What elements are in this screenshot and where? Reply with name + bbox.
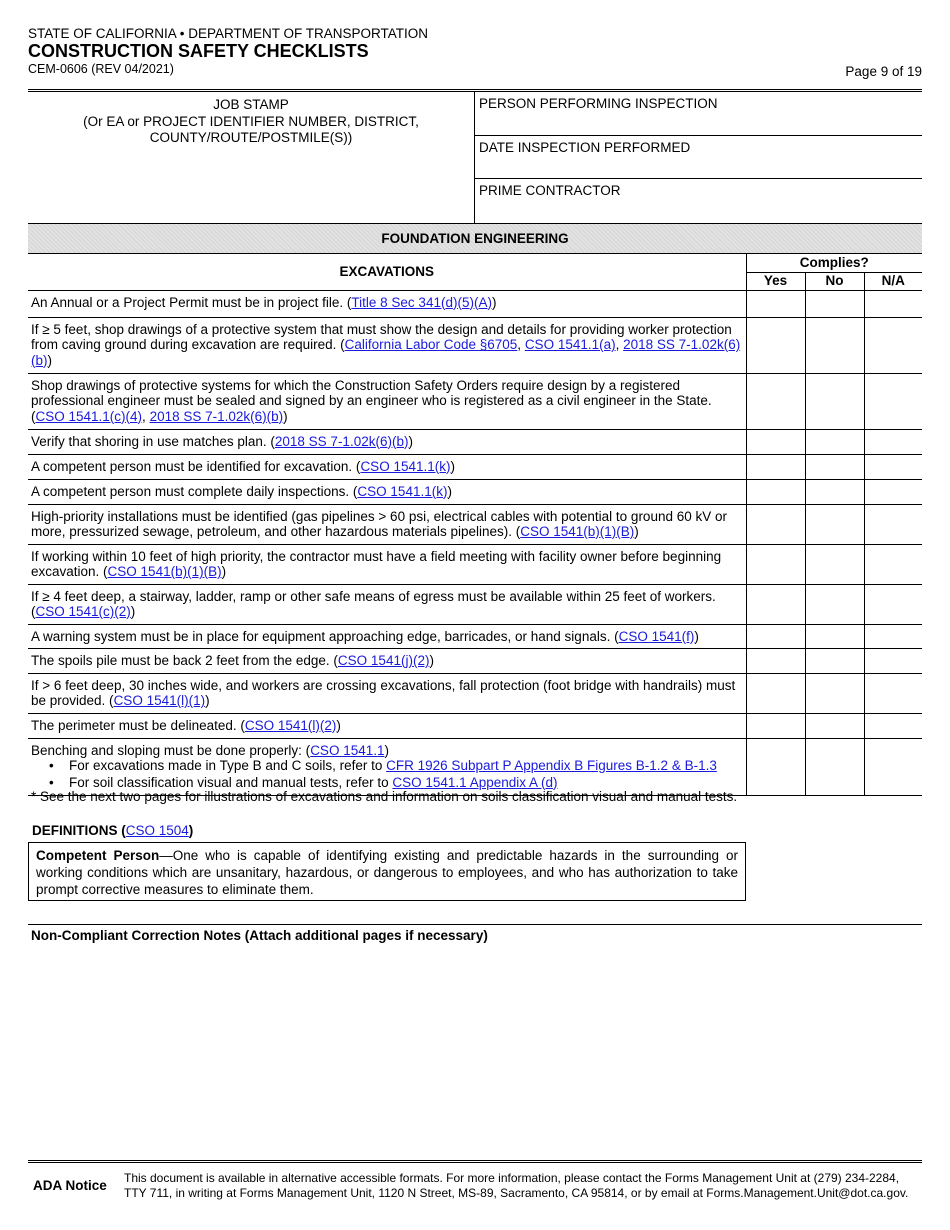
- agency-name: STATE OF CALIFORNIA • DEPARTMENT OF TRANSPORTATION: [28, 26, 429, 41]
- requirement-text: High-priority installations must be identified (gas pipelines > 60 psi, electrical cables with potential to ground 60 kV or more, pressurized sewage, petroleum, and other hazardous materials pipelines). (CSO 1541(b)(1)(B)): [28, 504, 746, 544]
- page-number: Page 9 of 19: [845, 64, 922, 79]
- yes-column-heading: Yes: [746, 272, 805, 290]
- yes-checkbox[interactable]: [746, 317, 805, 373]
- date-inspection-performed-field[interactable]: DATE INSPECTION PERFORMED: [475, 136, 922, 180]
- requirement-text: The perimeter must be delineated. (CSO 1541(l)(2)): [28, 713, 746, 738]
- no-checkbox[interactable]: [805, 584, 864, 624]
- yes-checkbox[interactable]: [746, 504, 805, 544]
- regulation-link[interactable]: CSO 1541(f): [618, 628, 695, 644]
- regulation-link[interactable]: CSO 1541(l)(1): [113, 693, 206, 708]
- regulation-link[interactable]: 2018 SS 7-1.02k(6)(b): [274, 433, 409, 449]
- requirement-text: A warning system must be in place for equipment approaching edge, barricades, or hand signals. (CSO 1541(f)): [28, 624, 746, 649]
- na-checkbox[interactable]: [864, 317, 922, 373]
- regulation-link[interactable]: Title 8 Sec 341(d)(5)(A): [351, 294, 492, 310]
- table-row: [28, 624, 922, 649]
- requirement-text: If working within 10 feet of high priority, the contractor must have a field meeting with facility owner before beginning excavation. (CSO 1541(b)(1)(B)): [28, 544, 746, 584]
- no-checkbox[interactable]: [805, 738, 864, 796]
- list-item: • For excavations made in Type B and C soils, refer to CFR 1926 Subpart P Appendix B Figures B-1.2 & B-1.3: [31, 758, 743, 775]
- excavations-heading: EXCAVATIONS: [28, 254, 746, 290]
- na-checkbox[interactable]: [864, 290, 922, 317]
- requirement-text: Verify that shoring in use matches plan. (2018 SS 7-1.02k(6)(b)): [28, 429, 746, 454]
- na-checkbox[interactable]: [864, 624, 922, 649]
- no-column-heading: No: [805, 272, 864, 290]
- requirement-text: Shop drawings of protective systems for which the Construction Safety Orders require design by a registered professional engineer must be sealed and signed by an engineer who is registered as a civil engineer in the State. (CSO 1541.1(c)(4), 2018 SS 7-1.02k(6)(b)): [28, 373, 746, 429]
- yes-checkbox[interactable]: [746, 584, 805, 624]
- table-row: [28, 738, 922, 796]
- no-checkbox[interactable]: [805, 317, 864, 373]
- regulation-link[interactable]: CSO 1541.1(a): [524, 337, 616, 352]
- requirement-text: If ≥ 5 feet, shop drawings of a protective system that must show the design and details for providing worker protection from caving ground during excavation are required. (California Labor Code §6705, CSO 1541.1(a), 2018 SS 7-1.02k(6)(b)): [28, 317, 746, 373]
- regulation-link[interactable]: CSO 1541(c)(2): [35, 604, 131, 619]
- definitions-title: DEFINITIONS (CSO 1504): [32, 823, 194, 838]
- job-stamp-sublabel-1: (Or EA or PROJECT IDENTIFIER NUMBER, DISTRICT,: [83, 113, 419, 129]
- definition-term: Competent Person: [36, 848, 160, 863]
- definition-text: —One who is capable of identifying existing and predictable hazards in the surrounding or working conditions which are unsanitary, hazardous, or dangerous to employees, and who has authorization to take prompt corrective measures to eliminate them.: [36, 848, 738, 897]
- table-row: [28, 649, 922, 674]
- list-item: • For soil classification visual and manual tests, refer to CSO 1541.1 Appendix A (d): [31, 775, 743, 792]
- complies-heading: Complies?: [746, 254, 922, 272]
- table-row: [28, 673, 922, 713]
- regulation-link[interactable]: CSO 1541.1(k): [357, 483, 448, 499]
- no-checkbox[interactable]: [805, 479, 864, 504]
- footnote: * See the next two pages for illustrations of excavations and information on soils classification visual and manual tests.: [31, 789, 738, 804]
- na-checkbox[interactable]: [864, 504, 922, 544]
- table-row: [28, 713, 922, 738]
- definitions-box: [28, 842, 746, 901]
- na-checkbox[interactable]: [864, 373, 922, 429]
- ada-notice-text: This document is available in alternative accessible formats. For more information, please contact the Forms Management Unit at (279) 234-2284, TTY 711, in writing at Forms Management Unit, 1120 N Street, MS-89, Sacramento, CA 95814, or by email at Forms.Management.Unit@dot.ca.gov.: [124, 1171, 909, 1200]
- job-stamp-sublabel-2: COUNTY/ROUTE/POSTMILE(S)): [149, 130, 353, 145]
- regulation-link[interactable]: CFR 1926 Subpart P Appendix B Figures B-1.2 & B-1.3: [386, 758, 717, 773]
- regulation-link[interactable]: CSO 1541(l)(2): [244, 717, 337, 733]
- table-row: [28, 504, 922, 544]
- table-row: [28, 454, 922, 479]
- yes-checkbox[interactable]: [746, 544, 805, 584]
- regulation-link[interactable]: CSO 1541.1(c)(4): [35, 408, 143, 424]
- document-title: CONSTRUCTION SAFETY CHECKLISTS: [28, 41, 369, 61]
- no-checkbox[interactable]: [805, 373, 864, 429]
- regulation-link[interactable]: CSO 1504: [125, 823, 189, 838]
- benching-references: [31, 758, 743, 791]
- regulation-link[interactable]: CSO 1541.1(k): [360, 458, 451, 474]
- regulation-link[interactable]: 2018 SS 7-1.02k(6)(b): [31, 337, 741, 368]
- regulation-link[interactable]: CSO 1541(j)(2): [337, 653, 430, 668]
- yes-checkbox[interactable]: [746, 738, 805, 796]
- table-row: [28, 373, 922, 429]
- inspection-fields: [475, 92, 922, 223]
- yes-checkbox[interactable]: [746, 649, 805, 674]
- ada-notice-label: ADA Notice: [33, 1178, 107, 1193]
- table-row: [28, 317, 922, 373]
- na-checkbox[interactable]: [864, 454, 922, 479]
- divider: [28, 924, 922, 925]
- no-checkbox[interactable]: [805, 713, 864, 738]
- no-checkbox[interactable]: [805, 429, 864, 454]
- table-row: [28, 429, 922, 454]
- regulation-link[interactable]: California Labor Code §6705: [344, 337, 518, 352]
- na-checkbox[interactable]: [864, 429, 922, 454]
- prime-contractor-field[interactable]: PRIME CONTRACTOR: [479, 183, 621, 199]
- yes-checkbox[interactable]: [746, 624, 805, 649]
- table-row: [28, 584, 922, 624]
- no-checkbox[interactable]: [805, 544, 864, 584]
- excavations-checklist: [28, 254, 922, 796]
- requirement-text: A competent person must be identified for excavation. (CSO 1541.1(k)): [28, 454, 746, 479]
- page-header: [28, 26, 922, 77]
- requirement-text: An Annual or a Project Permit must be in project file. (Title 8 Sec 341(d)(5)(A)): [28, 290, 746, 317]
- no-checkbox[interactable]: [805, 290, 864, 317]
- no-checkbox[interactable]: [805, 624, 864, 649]
- regulation-link[interactable]: CSO 1541(b)(1)(B): [520, 524, 635, 539]
- form-number: CEM-0606 (REV 04/2021): [28, 62, 174, 76]
- requirement-text: If ≥ 4 feet deep, a stairway, ladder, ramp or other safe means of egress must be available within 25 feet of workers. (CSO 1541(c)(2)): [28, 584, 746, 624]
- job-stamp-block: [28, 89, 922, 224]
- regulation-link[interactable]: 2018 SS 7-1.02k(6)(b): [149, 408, 284, 424]
- regulation-link[interactable]: CSO 1541.1 Appendix A (d): [392, 774, 558, 790]
- requirement-text: The spoils pile must be back 2 feet from the edge. (CSO 1541(j)(2)): [28, 649, 746, 674]
- na-column-heading: N/A: [864, 272, 922, 290]
- requirement-text: If > 6 feet deep, 30 inches wide, and workers are crossing excavations, fall protection (foot bridge with handrails) must be provided. (CSO 1541(l)(1)): [28, 673, 746, 713]
- table-row: [28, 479, 922, 504]
- na-checkbox[interactable]: [864, 673, 922, 713]
- na-checkbox[interactable]: [864, 584, 922, 624]
- yes-checkbox[interactable]: [746, 290, 805, 317]
- requirement-text: A competent person must complete daily inspections. (CSO 1541.1(k)): [28, 479, 746, 504]
- na-checkbox[interactable]: [864, 649, 922, 674]
- yes-checkbox[interactable]: [746, 454, 805, 479]
- section-title: FOUNDATION ENGINEERING: [28, 224, 922, 254]
- no-checkbox[interactable]: [805, 673, 864, 713]
- na-checkbox[interactable]: [864, 544, 922, 584]
- person-performing-inspection-field[interactable]: PERSON PERFORMING INSPECTION: [475, 92, 922, 136]
- no-checkbox[interactable]: [805, 649, 864, 674]
- na-checkbox[interactable]: [864, 479, 922, 504]
- yes-checkbox[interactable]: [746, 479, 805, 504]
- na-checkbox[interactable]: [864, 713, 922, 738]
- yes-checkbox[interactable]: [746, 673, 805, 713]
- correction-notes-title: Non-Compliant Correction Notes (Attach additional pages if necessary): [31, 928, 488, 943]
- regulation-link[interactable]: CSO 1541.1: [310, 742, 385, 758]
- regulation-link[interactable]: CSO 1541(b)(1)(B): [107, 564, 222, 579]
- table-row: [28, 290, 922, 317]
- yes-checkbox[interactable]: [746, 429, 805, 454]
- yes-checkbox[interactable]: [746, 373, 805, 429]
- yes-checkbox[interactable]: [746, 713, 805, 738]
- requirement-text: Benching and sloping must be done properly: (CSO 1541.1) • For excavations made in Type B and C soils, refer to CFR 1926 Subpart P Appendix B Figures B-1.2 & B-1.3 • For soil classification visual and manual tests, refer to CSO 1541.1 Appendix A (d): [28, 738, 746, 796]
- job-stamp-label: JOB STAMP: [213, 97, 289, 112]
- no-checkbox[interactable]: [805, 454, 864, 479]
- ada-notice: [28, 1160, 922, 1201]
- job-stamp-area[interactable]: [28, 92, 475, 223]
- na-checkbox[interactable]: [864, 738, 922, 796]
- table-row: [28, 544, 922, 584]
- no-checkbox[interactable]: [805, 504, 864, 544]
